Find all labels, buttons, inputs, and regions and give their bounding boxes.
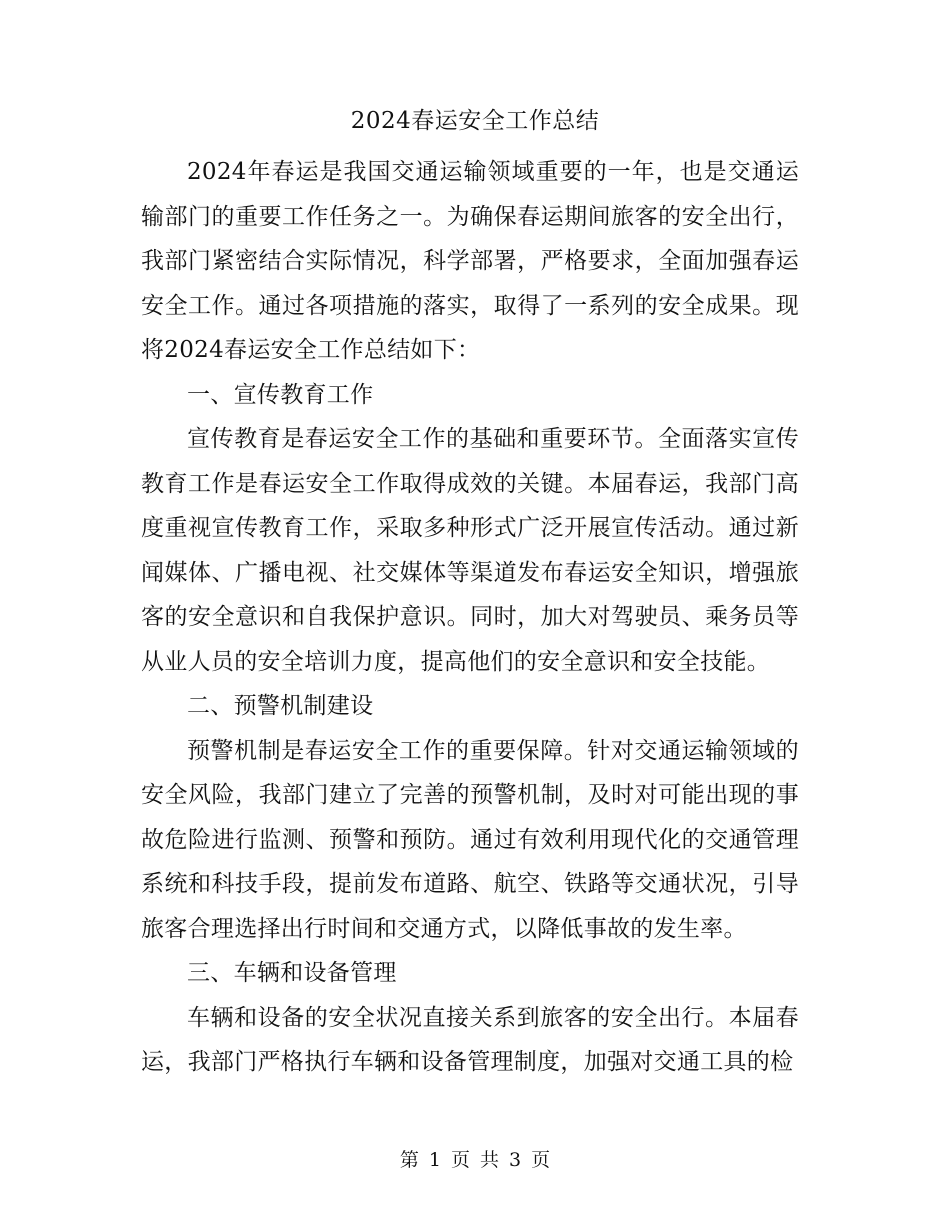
page-number-footer: 第 1 页 共 3 页 [399, 1149, 551, 1171]
intro-paragraph: 2024年春运是我国交通运输领域重要的一年，也是交通运输部门的重要工作任务之一。为确保春运期间旅客的安全出行，我部门紧密结合实际情况，科学部署，严格要求，全面加强春运安全工作。通过各项措施的落实，取得了一系列的安全成果。现将2024春运安全工作总结如下： [141, 159, 799, 363]
section-heading-warning: 二、预警机制建设 [187, 693, 374, 719]
warning-paragraph: 预警机制是春运安全工作的重要保障。针对交通运输领域的安全风险，我部门建立了完善的预警机制，及时对可能出现的事故危险进行监测、预警和预防。通过有效利用现代化的交通管理系统和科技手段，提前发布道路、航空、铁路等交通状况，引导旅客合理选择出行时间和交通方式，以降低事故的发生率。 [141, 737, 799, 942]
vehicles-paragraph: 车辆和设备的安全状况直接关系到旅客的安全出行。本届春运，我部门严格执行车辆和设备管理制度，加强对交通工具的检 [141, 1004, 799, 1075]
document-body [141, 150, 799, 1085]
section-heading-publicity: 一、宣传教育工作 [187, 381, 374, 408]
document-title: 2024春运安全工作总结 [350, 108, 600, 134]
section-heading-vehicles: 三、车辆和设备管理 [187, 960, 397, 986]
publicity-paragraph: 宣传教育是春运安全工作的基础和重要环节。全面落实宣传教育工作是春运安全工作取得成效的关键。本届春运，我部门高度重视宣传教育工作，采取多种形式广泛开展宣传活动。通过新闻媒体、广播电视、社交媒体等渠道发布春运安全知识，增强旅客的安全意识和自我保护意识。同时，加大对驾驶员、乘务员等从业人员的安全培训力度，提高他们的安全意识和安全技能。 [141, 426, 799, 675]
